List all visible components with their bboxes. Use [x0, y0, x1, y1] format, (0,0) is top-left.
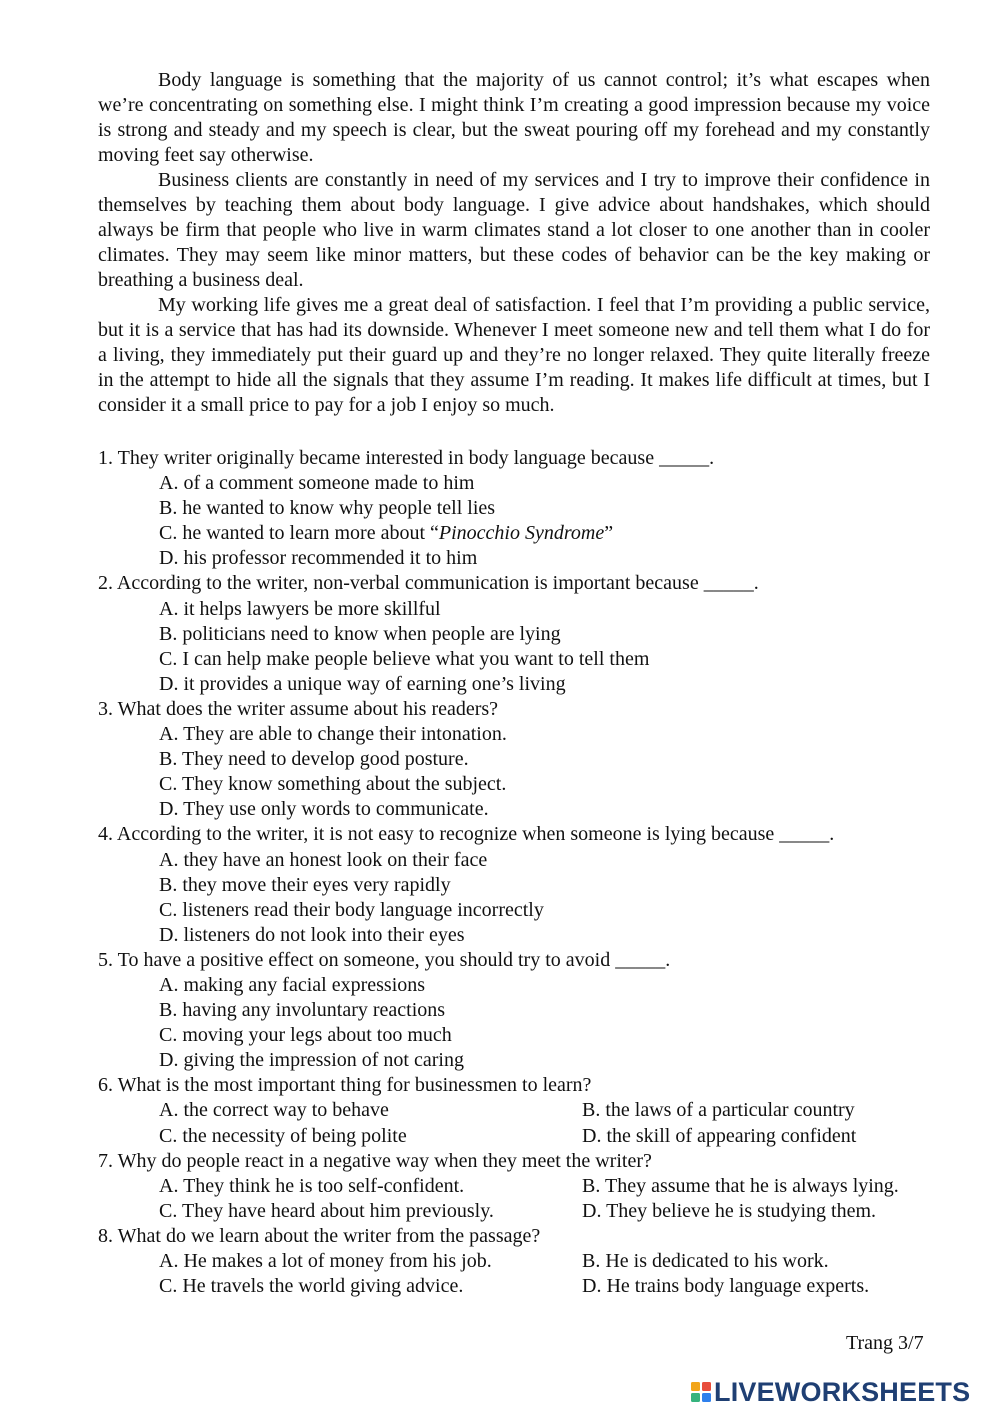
option-grid: [98, 1249, 938, 1299]
option-c[interactable]: C. They have heard about him previously.: [159, 1199, 494, 1222]
option-a[interactable]: A. the correct way to behave: [159, 1099, 389, 1122]
option-b[interactable]: B. he wanted to know why people tell lies: [159, 497, 496, 520]
question-7: [98, 1149, 938, 1224]
question-stem: 7. Why do people react in a negative way when they meet the writer?: [98, 1149, 652, 1172]
option-a[interactable]: A. They think he is too self-confident.: [159, 1174, 465, 1197]
option-c[interactable]: C. moving your legs about too much: [159, 1024, 452, 1047]
passage-paragraph-1: Body language is something that the majority of us cannot control; it’s what escapes when we’re concentrating on something else. I might think I’m creating a good impression because my voice is strong and steady and my speech is clear, but the sweat pouring off my forehead and my constantly moving feet say otherwise.: [98, 69, 930, 166]
option-c-closing-quote: ”: [604, 522, 614, 545]
page-number: Trang 3/7: [846, 1332, 924, 1354]
option-a[interactable]: A. they have an honest look on their face: [159, 848, 488, 871]
liveworksheets-logo[interactable]: [690, 1376, 970, 1408]
option-c-italic-term: Pinocchio Syndrome: [438, 522, 605, 545]
option-a[interactable]: A. He makes a lot of money from his job.: [159, 1250, 492, 1272]
option-b[interactable]: B. politicians need to know when people are lying: [159, 622, 561, 645]
option-d[interactable]: D. his professor recommended it to him: [159, 547, 478, 570]
option-c[interactable]: C. I can help make people believe what you want to tell them: [159, 647, 650, 670]
option-d[interactable]: D. They believe he is studying them.: [582, 1199, 877, 1222]
option-d[interactable]: D. They use only words to communicate.: [159, 798, 489, 821]
option-b[interactable]: B. the laws of a particular country: [582, 1099, 855, 1122]
passage-paragraph-2: Business clients are constantly in need of my services and I try to improve their confidence in themselves by teaching them about body language. I give advice about handshakes, which should always be firm that people who live in warm climates stand a lot closer to one another than in cooler climates. They may seem like minor matters, but these codes of behavior can be the key making or breathing a business deal.: [98, 169, 930, 291]
option-b[interactable]: B. having any involuntary reactions: [159, 999, 446, 1022]
liveworksheets-logo-icon: [690, 1381, 712, 1403]
brand-wordmark: LIVEWORKSHEETS: [714, 1376, 971, 1407]
reading-passage: [98, 68, 930, 418]
option-grid: [98, 1174, 938, 1224]
question-4: [98, 822, 938, 947]
question-stem: 2. According to the writer, non-verbal communication is important because _____.: [98, 572, 759, 595]
question-2: [98, 571, 938, 696]
option-grid: [98, 1098, 938, 1148]
option-b[interactable]: B. They need to develop good posture.: [159, 748, 469, 771]
question-stem: 4. According to the writer, it is not easy to recognize when someone is lying because _____.: [98, 823, 835, 846]
question-stem: 5. To have a positive effect on someone, you should try to avoid _____.: [98, 948, 671, 971]
question-stem: 1. They writer originally became interested in body language because _____.: [98, 447, 715, 469]
option-d[interactable]: D. giving the impression of not caring: [159, 1049, 464, 1072]
option-c-text: C. he wanted to learn more about “: [159, 522, 439, 545]
question-stem: 3. What does the writer assume about his readers?: [98, 697, 499, 720]
option-a[interactable]: A. making any facial expressions: [159, 973, 426, 996]
option-d[interactable]: D. He trains body language experts.: [582, 1275, 870, 1298]
option-c[interactable]: C. listeners read their body language incorrectly: [159, 898, 544, 921]
question-3: [98, 697, 938, 822]
logo-square-top-right: [702, 1382, 711, 1391]
question-8: [98, 1224, 938, 1299]
question-stem: 6. What is the most important thing for businessmen to learn?: [98, 1074, 592, 1097]
option-c[interactable]: C. He travels the world giving advice.: [159, 1275, 464, 1298]
option-a[interactable]: A. of a comment someone made to him: [159, 472, 475, 495]
question-stem: 8. What do we learn about the writer from the passage?: [98, 1224, 541, 1247]
question-1: [98, 446, 938, 571]
option-c[interactable]: C. They know something about the subject.: [159, 773, 507, 796]
passage-paragraph-3: My working life gives me a great deal of satisfaction. I feel that I’m providing a public service, but it is a service that has had its downside. Whenever I meet someone new and tell them what I do for a living, they immediately put their guard up and they’re no longer relaxed. They quite literally freeze in the attempt to hide all the signals that they assume I’m reading. It makes life difficult at times, but I consider it a small price to pay for a job I enjoy so much.: [98, 294, 930, 416]
option-c[interactable]: [98, 521, 938, 546]
logo-square-top-left: [691, 1382, 700, 1391]
logo-square-bottom-left: [691, 1393, 700, 1402]
option-d[interactable]: D. listeners do not look into their eyes: [159, 923, 465, 946]
question-5: [98, 948, 938, 1073]
logo-square-bottom-right: [702, 1393, 711, 1402]
option-c[interactable]: C. the necessity of being polite: [159, 1124, 407, 1147]
question-6: [98, 1073, 938, 1148]
option-b[interactable]: B. they move their eyes very rapidly: [159, 873, 451, 896]
option-d[interactable]: D. the skill of appearing confident: [582, 1124, 857, 1147]
option-a[interactable]: A. They are able to change their intonation.: [159, 723, 507, 746]
question-list: [98, 446, 938, 1299]
option-d[interactable]: D. it provides a unique way of earning one’s living: [159, 672, 566, 695]
option-a[interactable]: A. it helps lawyers be more skillful: [159, 597, 441, 620]
option-b[interactable]: B. They assume that he is always lying.: [582, 1174, 899, 1197]
option-b[interactable]: B. He is dedicated to his work.: [582, 1250, 829, 1272]
